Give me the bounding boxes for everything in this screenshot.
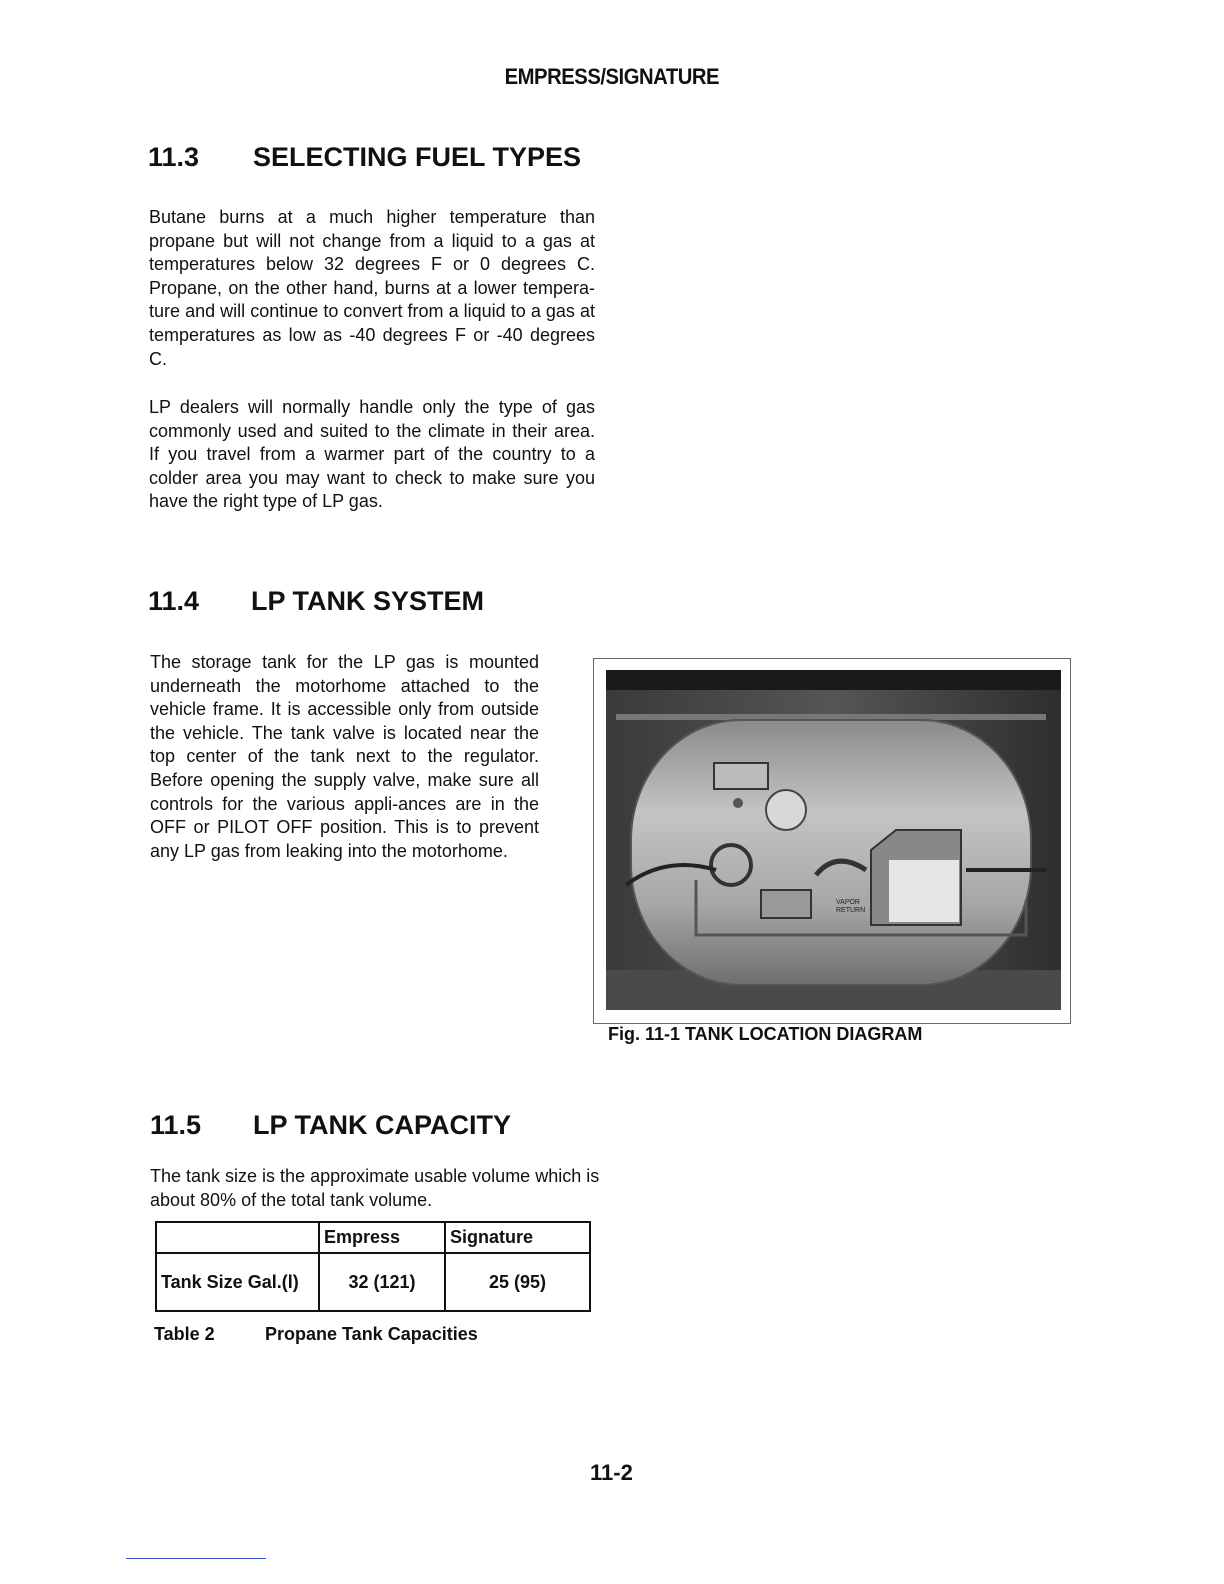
footer-rule	[126, 1558, 266, 1559]
table-cell: 25 (95)	[445, 1253, 590, 1311]
paragraph: Butane burns at a much higher temperature than propane but will not change from a liquid to a gas at temperatures below 32 degrees F or 0 degrees C. Propane, on the other hand, burns at a lower tempera-ture and will continue to convert from a liquid to a gas at temperatures as low as -40 degrees F or -40 degrees C.	[149, 207, 595, 369]
section-number: 11.4	[148, 586, 200, 616]
running-header: EMPRESS/SIGNATURE	[504, 64, 720, 89]
photo-label: VAPOR	[836, 899, 860, 906]
page-number: 11-2	[590, 1460, 633, 1485]
section-title: LP TANK SYSTEM	[251, 586, 485, 616]
paragraph: LP dealers will normally handle only the type of gas commonly used and suited to the climate in their area. If you travel from a warmer part of the country to a colder area you may want to check to make sure you have the right type of LP gas.	[149, 397, 595, 512]
table-caption-label: Table 2	[154, 1324, 215, 1344]
capacity-table	[155, 1221, 591, 1312]
section-number: 11.3	[148, 142, 200, 172]
paragraph: The storage tank for the LP gas is mounted underneath the motorhome attached to the vehicle frame. It is accessible only from outside the vehicle. The tank valve is located near the top center of the tank next to the regulator. Before opening the supply valve, make sure all controls for the various appli-ances are in the OFF or PILOT OFF position. This is to prevent any LP gas from leaking into the motorhome.	[150, 652, 539, 861]
table-caption-text: Propane Tank Capacities	[265, 1324, 478, 1344]
table-cell: Tank Size Gal.(l)	[156, 1253, 319, 1311]
tank-photo	[606, 670, 1061, 1010]
figure-caption: Fig. 11-1 TANK LOCATION DIAGRAM	[608, 1024, 923, 1044]
table-header-cell	[156, 1222, 319, 1253]
table-cell: 32 (121)	[319, 1253, 445, 1311]
table-header-row	[156, 1222, 590, 1253]
section-title: LP TANK CAPACITY	[253, 1110, 512, 1140]
paragraph: The tank size is the approximate usable volume which is about 80% of the total tank volume.	[150, 1166, 600, 1210]
section-title: SELECTING FUEL TYPES	[253, 142, 582, 172]
photo-label: RETURN	[836, 907, 866, 914]
table-row	[156, 1253, 590, 1311]
table-header-cell: Empress	[319, 1222, 445, 1253]
table-header-cell: Signature	[445, 1222, 590, 1253]
section-number: 11.5	[150, 1110, 202, 1140]
